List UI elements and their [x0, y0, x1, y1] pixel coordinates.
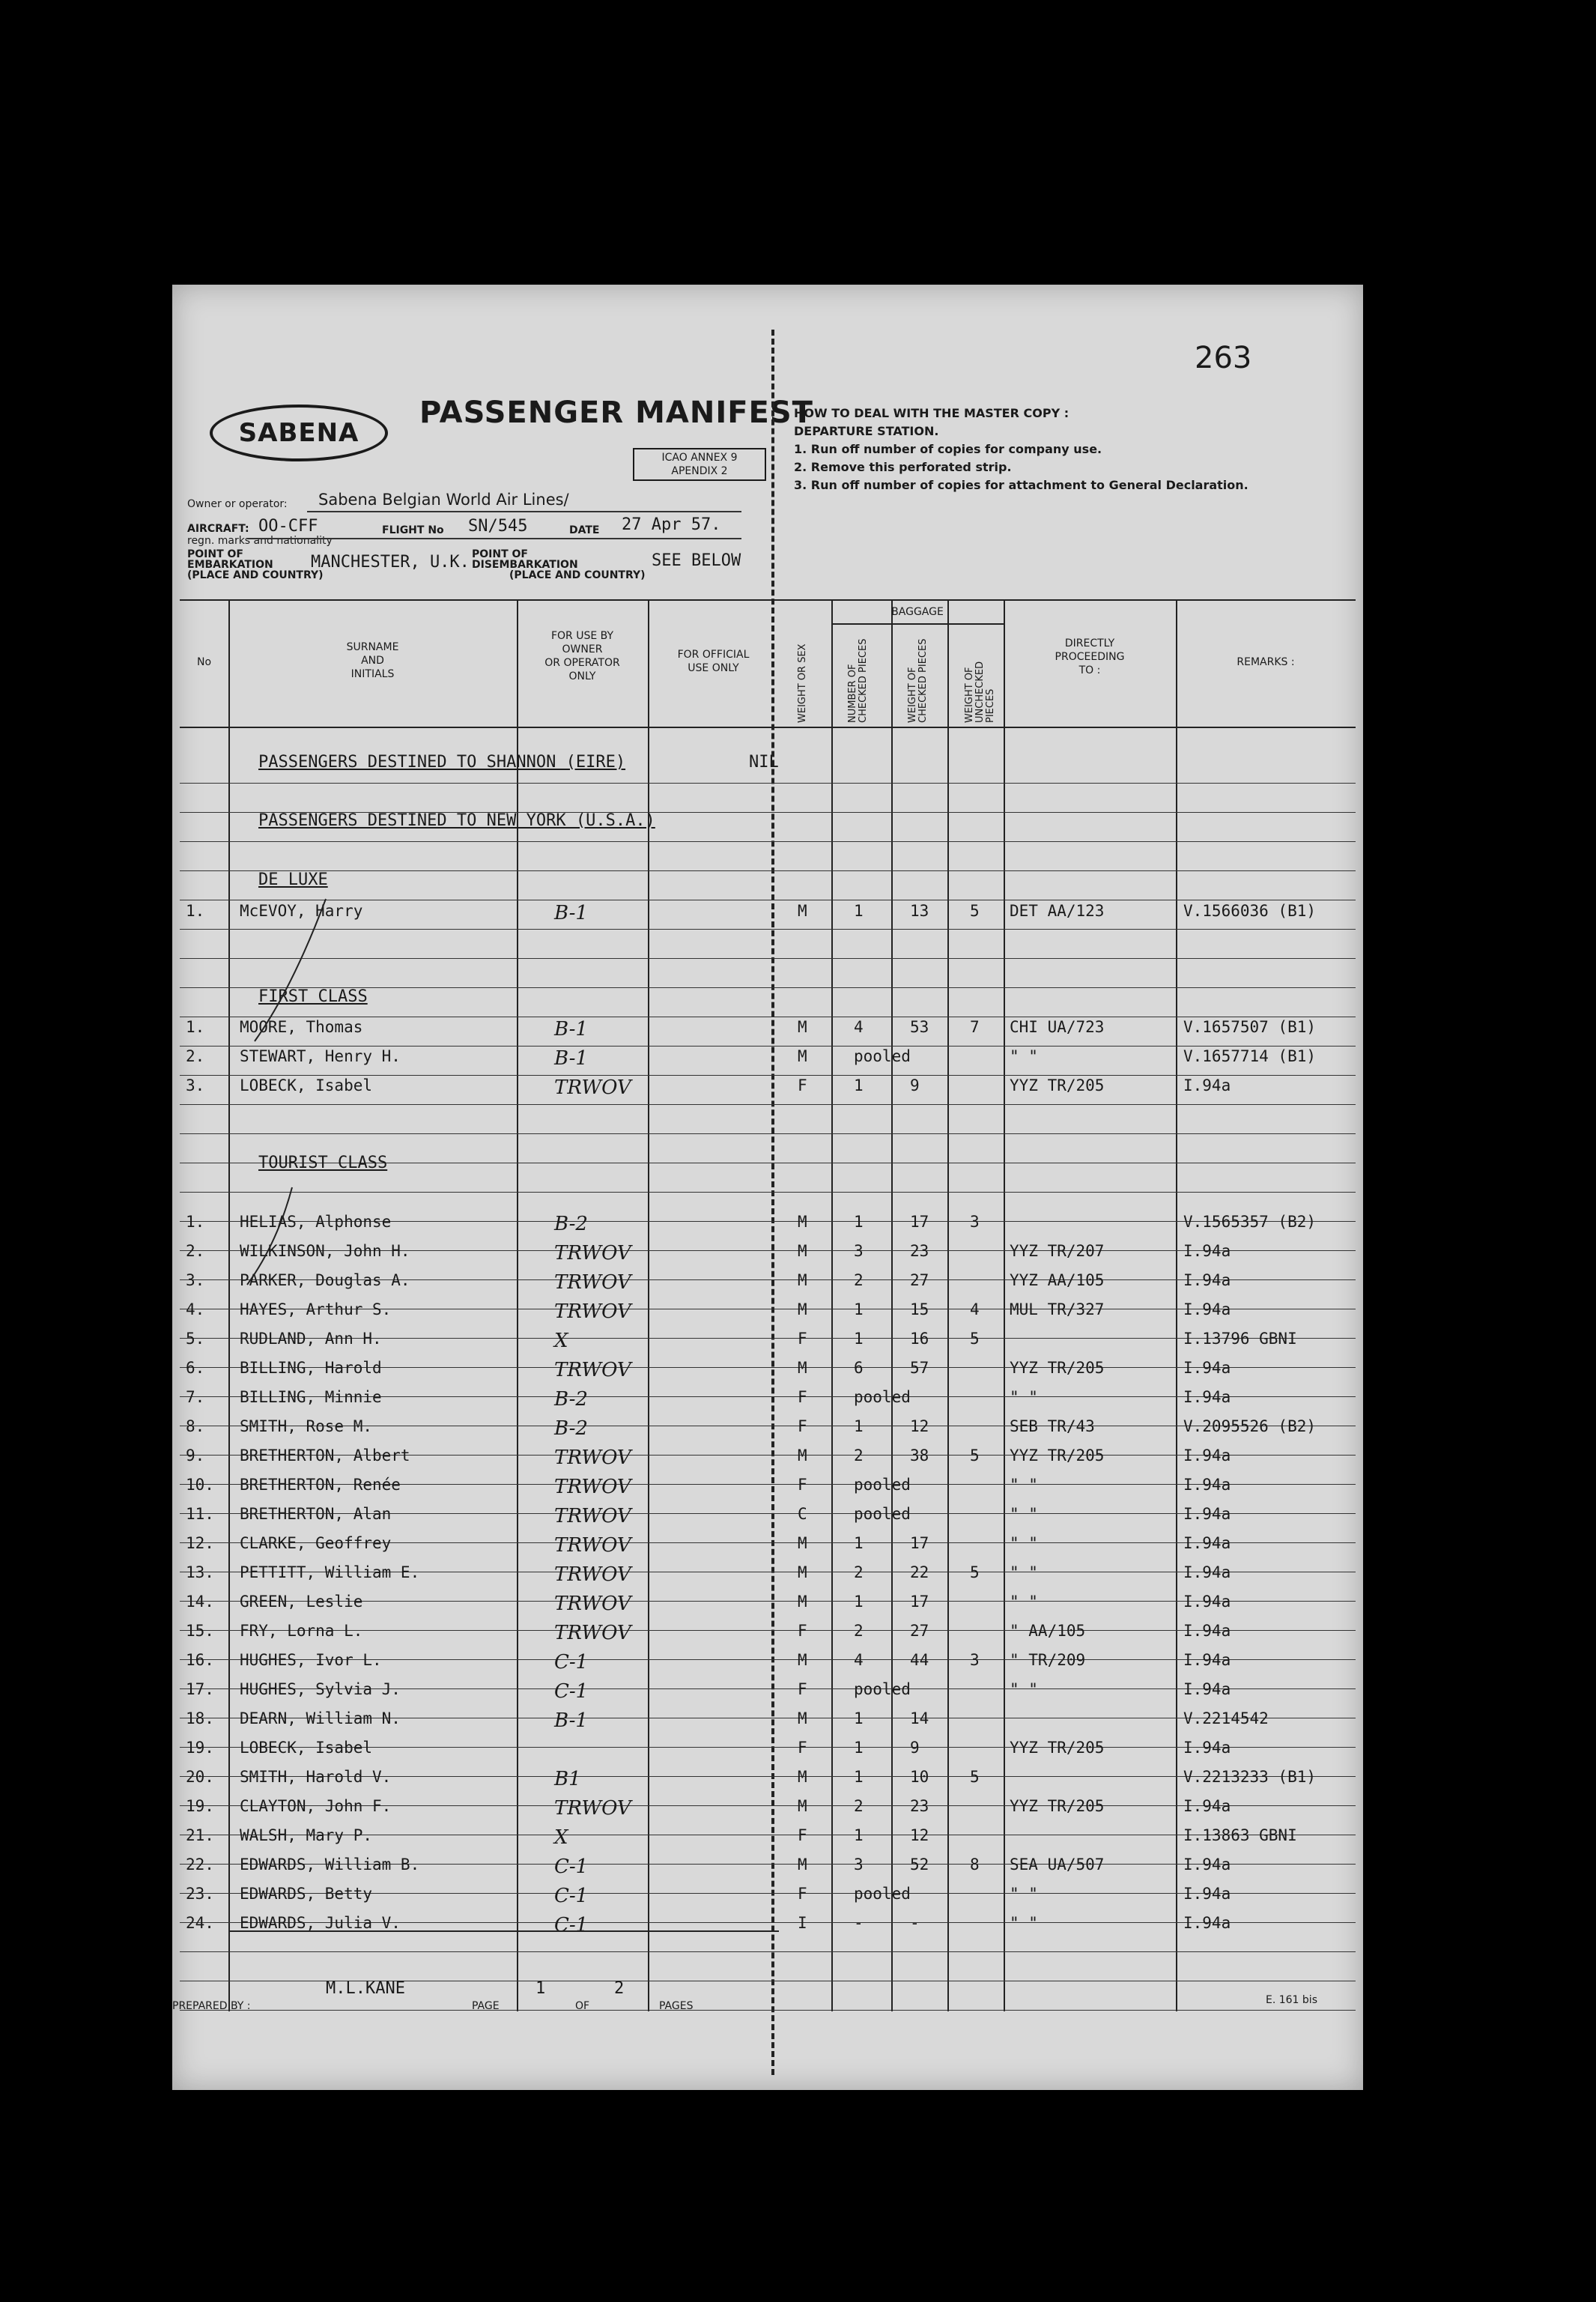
- remarks: I.94a: [1183, 1797, 1231, 1815]
- manifest-page: [172, 285, 1363, 2090]
- owner-code: TRWOV: [554, 1593, 631, 1615]
- checked-pieces: pooled: [854, 1885, 911, 1903]
- instruction-1: 1. Run off number of copies for company use.: [794, 442, 1102, 456]
- icao-box: [633, 448, 766, 481]
- embark-label-1: POINT OF: [187, 548, 243, 560]
- sex-code: F: [798, 1680, 807, 1698]
- row-number: 8.: [186, 1417, 205, 1435]
- remarks: I.94a: [1183, 1447, 1231, 1465]
- col-owner-4: ONLY: [568, 670, 596, 682]
- prepared-label: PREPARED BY :: [172, 2000, 251, 2012]
- checked-pieces: 1: [854, 1330, 864, 1348]
- checked-pieces: 2: [854, 1271, 864, 1289]
- row-number: 6.: [186, 1359, 205, 1377]
- col-directly-1: DIRECTLY: [1064, 637, 1115, 649]
- passenger-name: MOORE, Thomas: [240, 1018, 363, 1036]
- page-title: PASSENGER MANIFEST: [419, 396, 813, 430]
- passenger-name: BRETHERTON, Renée: [240, 1476, 401, 1494]
- flight-value: SN/545: [468, 517, 528, 536]
- remarks: I.94a: [1183, 1359, 1231, 1377]
- remarks: I.94a: [1183, 1076, 1231, 1094]
- embark-label-2: EMBARKATION: [187, 559, 273, 571]
- remarks: I.94a: [1183, 1856, 1231, 1874]
- destination: MUL TR/327: [1010, 1300, 1105, 1318]
- checked-weight: 27: [910, 1622, 929, 1640]
- checked-pieces: -: [854, 1914, 864, 1932]
- checked-pieces: pooled: [854, 1680, 911, 1698]
- date-label: DATE: [569, 524, 600, 536]
- row-number: 19.: [186, 1797, 214, 1815]
- remarks: V.1565357 (B2): [1183, 1213, 1317, 1231]
- sex-code: F: [798, 1476, 807, 1494]
- passenger-name: WALSH, Mary P.: [240, 1826, 373, 1844]
- owner-underline: [307, 511, 741, 512]
- of-label: OF: [575, 2000, 590, 2012]
- row-number: 4.: [186, 1300, 205, 1318]
- disembark-label-2: DISEMBARKATION: [472, 559, 578, 571]
- col-weight-checked: WEIGHT OF CHECKED PIECES: [907, 638, 929, 723]
- sex-code: M: [798, 1856, 807, 1874]
- passenger-name: RUDLAND, Ann H.: [240, 1330, 382, 1348]
- sex-code: F: [798, 1388, 807, 1406]
- destination: SEA UA/507: [1010, 1856, 1105, 1874]
- instruction-3: 3. Run off number of copies for attachment to General Declaration.: [794, 478, 1248, 492]
- passenger-name: STEWART, Henry H.: [240, 1047, 401, 1065]
- owner-code: C-1: [554, 1885, 589, 1907]
- sex-code: M: [798, 1768, 807, 1786]
- row-number: 11.: [186, 1505, 214, 1523]
- destination: " ": [1010, 1047, 1038, 1065]
- sex-code: M: [798, 1018, 807, 1036]
- sex-code: M: [798, 1563, 807, 1581]
- remarks: I.94a: [1183, 1885, 1231, 1903]
- checked-pieces: pooled: [854, 1476, 911, 1494]
- sex-code: M: [798, 1651, 807, 1669]
- checked-weight: 38: [910, 1447, 929, 1465]
- row-number: 17.: [186, 1680, 214, 1698]
- row-number: 22.: [186, 1856, 214, 1874]
- remarks: I.94a: [1183, 1593, 1231, 1611]
- sex-code: M: [798, 1709, 807, 1727]
- sex-code: M: [798, 902, 807, 920]
- destination: " ": [1010, 1388, 1038, 1406]
- pen-stroke: [247, 1187, 292, 1285]
- checked-weight: 12: [910, 1826, 929, 1844]
- passenger-name: LOBECK, Isabel: [240, 1739, 373, 1757]
- disembark-label-3: (PLACE AND COUNTRY): [509, 569, 646, 581]
- row-number: 3.: [186, 1271, 205, 1289]
- pen-stroke: [255, 899, 326, 1041]
- instruction-2: 2. Remove this perforated strip.: [794, 460, 1012, 474]
- remarks: I.94a: [1183, 1242, 1231, 1260]
- passenger-name: HUGHES, Sylvia J.: [240, 1680, 401, 1698]
- page-number: 263: [1195, 341, 1252, 375]
- passenger-name: FRY, Lorna L.: [240, 1622, 363, 1640]
- owner-code: TRWOV: [554, 1447, 631, 1469]
- embark-label-3: (PLACE AND COUNTRY): [187, 569, 324, 581]
- destination: " ": [1010, 1563, 1038, 1581]
- embark-value: MANCHESTER, U.K.: [311, 553, 470, 572]
- manifest-table: [180, 599, 1356, 2011]
- destination: " ": [1010, 1680, 1038, 1698]
- owner-code: C-1: [554, 1914, 589, 1936]
- remarks: V.2213233 (B1): [1183, 1768, 1317, 1786]
- col-official-1: FOR OFFICIAL: [677, 649, 750, 661]
- checked-weight: 9: [910, 1739, 920, 1757]
- unchecked-weight: 5: [970, 1447, 980, 1465]
- disembark-label-1: POINT OF: [472, 548, 528, 560]
- col-num-checked: NUMBER OF CHECKED PIECES: [847, 638, 869, 723]
- owner-code: C-1: [554, 1856, 589, 1878]
- destination: " ": [1010, 1534, 1038, 1552]
- owner-code: TRWOV: [554, 1359, 631, 1381]
- remarks: V.2095526 (B2): [1183, 1417, 1317, 1435]
- checked-weight: 10: [910, 1768, 929, 1786]
- checked-weight: 17: [910, 1534, 929, 1552]
- date-value: 27 Apr 57.: [622, 515, 721, 534]
- destination: CHI UA/723: [1010, 1018, 1105, 1036]
- sex-code: F: [798, 1885, 807, 1903]
- destination: " ": [1010, 1505, 1038, 1523]
- sex-code: M: [798, 1359, 807, 1377]
- sex-code: M: [798, 1047, 807, 1065]
- checked-weight: 57: [910, 1359, 929, 1377]
- checked-pieces: 1: [854, 1213, 864, 1231]
- section-tourist-class: TOURIST CLASS: [258, 1154, 388, 1172]
- col-owner-2: OWNER: [562, 643, 603, 655]
- owner-code: TRWOV: [554, 1505, 631, 1527]
- col-official-2: USE ONLY: [688, 662, 739, 674]
- aircraft-value: OO-CFF: [258, 517, 318, 536]
- owner-code: TRWOV: [554, 1534, 631, 1557]
- remarks: V.2214542: [1183, 1709, 1269, 1727]
- handwritten-strokes: [180, 599, 1356, 2011]
- remarks: I.94a: [1183, 1622, 1231, 1640]
- checked-weight: 44: [910, 1651, 929, 1669]
- checked-pieces: 1: [854, 1768, 864, 1786]
- checked-pieces: 4: [854, 1018, 864, 1036]
- row-number: 24.: [186, 1914, 214, 1932]
- row-number: 18.: [186, 1709, 214, 1727]
- sex-code: M: [798, 1300, 807, 1318]
- checked-weight: 17: [910, 1593, 929, 1611]
- remarks: V.1657714 (B1): [1183, 1047, 1317, 1065]
- owner-code: C-1: [554, 1680, 589, 1703]
- remarks: I.13796 GBNI: [1183, 1330, 1297, 1348]
- aircraft-sublabel: regn. marks and nationality: [187, 535, 333, 547]
- checked-weight: -: [910, 1914, 920, 1932]
- checked-weight: 14: [910, 1709, 929, 1727]
- section-first-class: FIRST CLASS: [258, 987, 368, 1006]
- checked-weight: 16: [910, 1330, 929, 1348]
- destination: YYZ TR/205: [1010, 1447, 1105, 1465]
- passenger-name: PARKER, Douglas A.: [240, 1271, 410, 1289]
- checked-pieces: 1: [854, 1076, 864, 1094]
- passenger-name: BILLING, Harold: [240, 1359, 382, 1377]
- checked-pieces: pooled: [854, 1505, 911, 1523]
- checked-pieces: 2: [854, 1563, 864, 1581]
- sex-code: M: [798, 1242, 807, 1260]
- col-directly-3: TO :: [1078, 664, 1101, 676]
- owner-code: TRWOV: [554, 1076, 631, 1099]
- of-value: 2: [614, 1979, 625, 1998]
- sex-code: M: [798, 1213, 807, 1231]
- destination: " ": [1010, 1476, 1038, 1494]
- owner-code: X: [554, 1826, 568, 1849]
- icao-line1: ICAO ANNEX 9: [661, 452, 738, 464]
- remarks: I.94a: [1183, 1300, 1231, 1318]
- unchecked-weight: 7: [970, 1018, 980, 1036]
- instructions: [794, 405, 1248, 494]
- checked-weight: 27: [910, 1271, 929, 1289]
- owner-value: Sabena Belgian World Air Lines/: [318, 491, 569, 509]
- section-newyork: PASSENGERS DESTINED TO NEW YORK (U.S.A.): [258, 811, 655, 830]
- remarks: I.94a: [1183, 1271, 1231, 1289]
- checked-weight: 52: [910, 1856, 929, 1874]
- unchecked-weight: 4: [970, 1300, 980, 1318]
- remarks: I.94a: [1183, 1534, 1231, 1552]
- sex-code: I: [798, 1914, 807, 1932]
- page-label: PAGE: [472, 2000, 500, 2012]
- owner-label: Owner or operator:: [187, 498, 288, 510]
- checked-weight: 15: [910, 1300, 929, 1318]
- row-number: 5.: [186, 1330, 205, 1348]
- destination: " AA/105: [1010, 1622, 1086, 1640]
- owner-code: B-2: [554, 1388, 588, 1411]
- remarks: I.94a: [1183, 1505, 1231, 1523]
- unchecked-weight: 5: [970, 1330, 980, 1348]
- section-shannon: PASSENGERS DESTINED TO SHANNON (EIRE): [258, 753, 626, 772]
- passenger-name: BRETHERTON, Albert: [240, 1447, 410, 1465]
- sex-code: F: [798, 1076, 807, 1094]
- remarks: I.94a: [1183, 1651, 1231, 1669]
- row-number: 7.: [186, 1388, 205, 1406]
- passenger-name: SMITH, Rose M.: [240, 1417, 373, 1435]
- checked-pieces: 1: [854, 1593, 864, 1611]
- checked-weight: 17: [910, 1213, 929, 1231]
- owner-code: B-1: [554, 1047, 588, 1070]
- checked-weight: 23: [910, 1797, 929, 1815]
- checked-pieces: 1: [854, 1417, 864, 1435]
- col-no: No: [196, 656, 212, 668]
- passenger-name: HUGHES, Ivor L.: [240, 1651, 382, 1669]
- row-number: 15.: [186, 1622, 214, 1640]
- row-number: 19.: [186, 1739, 214, 1757]
- remarks: V.1566036 (B1): [1183, 902, 1317, 920]
- checked-pieces: pooled: [854, 1388, 911, 1406]
- passenger-name: CLARKE, Geoffrey: [240, 1534, 392, 1552]
- col-surname-1: SURNAME: [346, 641, 399, 653]
- col-owner-1: FOR USE BY: [550, 630, 614, 642]
- owner-code: TRWOV: [554, 1476, 631, 1498]
- sex-code: F: [798, 1330, 807, 1348]
- sex-code: F: [798, 1417, 807, 1435]
- checked-pieces: 1: [854, 1300, 864, 1318]
- pages-label: PAGES: [659, 2000, 694, 2012]
- remarks: I.94a: [1183, 1563, 1231, 1581]
- destination: " ": [1010, 1885, 1038, 1903]
- col-remarks: REMARKS :: [1237, 656, 1295, 668]
- checked-pieces: 3: [854, 1242, 864, 1260]
- owner-code: TRWOV: [554, 1622, 631, 1644]
- col-weight-sex: WEIGHT OR SEX: [797, 643, 808, 723]
- destination: " ": [1010, 1593, 1038, 1611]
- passenger-name: McEVOY, Harry: [240, 902, 363, 920]
- sabena-logo: SABENA: [210, 405, 388, 461]
- passenger-name: PETTITT, William E.: [240, 1563, 420, 1581]
- remarks: I.94a: [1183, 1739, 1231, 1757]
- unchecked-weight: 3: [970, 1213, 980, 1231]
- sex-code: M: [798, 1797, 807, 1815]
- passenger-name: SMITH, Harold V.: [240, 1768, 392, 1786]
- form-code: E. 161 bis: [1266, 1994, 1317, 2006]
- unchecked-weight: 5: [970, 902, 980, 920]
- row-number: 10.: [186, 1476, 214, 1494]
- checked-pieces: 2: [854, 1797, 864, 1815]
- remarks: V.1657507 (B1): [1183, 1018, 1317, 1036]
- destination: SEB TR/43: [1010, 1417, 1095, 1435]
- remarks: I.94a: [1183, 1388, 1231, 1406]
- passenger-name: EDWARDS, Betty: [240, 1885, 373, 1903]
- row-number: 9.: [186, 1447, 205, 1465]
- checked-pieces: 1: [854, 1739, 864, 1757]
- row-number: 12.: [186, 1534, 214, 1552]
- row-number: 16.: [186, 1651, 214, 1669]
- passenger-name: GREEN, Leslie: [240, 1593, 363, 1611]
- unchecked-weight: 8: [970, 1856, 980, 1874]
- col-owner-3: OR OPERATOR: [544, 657, 620, 669]
- aircraft-label: AIRCRAFT:: [187, 523, 249, 535]
- passenger-name: LOBECK, Isabel: [240, 1076, 373, 1094]
- passenger-name: EDWARDS, William B.: [240, 1856, 420, 1874]
- checked-pieces: 2: [854, 1622, 864, 1640]
- checked-weight: 12: [910, 1417, 929, 1435]
- row-number: 21.: [186, 1826, 214, 1844]
- sex-code: M: [798, 1593, 807, 1611]
- destination: YYZ TR/205: [1010, 1076, 1105, 1094]
- col-surname-2: AND: [361, 655, 384, 667]
- owner-code: B-2: [554, 1417, 588, 1440]
- owner-code: B-1: [554, 902, 588, 924]
- sex-code: F: [798, 1622, 807, 1640]
- sex-code: M: [798, 1447, 807, 1465]
- checked-pieces: 2: [854, 1447, 864, 1465]
- owner-code: B-2: [554, 1213, 588, 1235]
- passenger-name: CLAYTON, John F.: [240, 1797, 392, 1815]
- row-number: 1.: [186, 902, 205, 920]
- owner-code: B1: [554, 1768, 581, 1790]
- sex-code: F: [798, 1739, 807, 1757]
- destination: YYZ AA/105: [1010, 1271, 1105, 1289]
- row-number: 20.: [186, 1768, 214, 1786]
- checked-weight: 53: [910, 1018, 929, 1036]
- destination: YYZ TR/205: [1010, 1739, 1105, 1757]
- row-number: 2.: [186, 1047, 205, 1065]
- remarks: I.13863 GBNI: [1183, 1826, 1297, 1844]
- col-surname-3: INITIALS: [351, 668, 395, 680]
- remarks: I.94a: [1183, 1680, 1231, 1698]
- disembark-value: SEE BELOW: [652, 551, 741, 570]
- checked-weight: 23: [910, 1242, 929, 1260]
- unchecked-weight: 5: [970, 1768, 980, 1786]
- row-number: 1.: [186, 1213, 205, 1231]
- owner-code: B-1: [554, 1018, 588, 1041]
- checked-pieces: 6: [854, 1359, 864, 1377]
- section-deluxe: DE LUXE: [258, 870, 328, 889]
- row-number: 13.: [186, 1563, 214, 1581]
- row-number: 23.: [186, 1885, 214, 1903]
- passenger-name: BRETHERTON, Alan: [240, 1505, 392, 1523]
- checked-pieces: 1: [854, 1534, 864, 1552]
- destination: YYZ TR/205: [1010, 1797, 1105, 1815]
- destination: DET AA/123: [1010, 902, 1105, 920]
- owner-code: TRWOV: [554, 1242, 631, 1264]
- destination: YYZ TR/205: [1010, 1359, 1105, 1377]
- sex-code: M: [798, 1534, 807, 1552]
- owner-code: B-1: [554, 1709, 588, 1732]
- row-number: 3.: [186, 1076, 205, 1094]
- remarks: I.94a: [1183, 1914, 1231, 1932]
- passenger-name: WILKINSON, John H.: [240, 1242, 410, 1260]
- owner-code: C-1: [554, 1651, 589, 1674]
- checked-pieces: 1: [854, 1709, 864, 1727]
- checked-pieces: 4: [854, 1651, 864, 1669]
- aircraft-underline: [247, 538, 741, 539]
- col-baggage: BAGGAGE: [891, 606, 944, 618]
- remarks: I.94a: [1183, 1476, 1231, 1494]
- passenger-name: DEARN, William N.: [240, 1709, 401, 1727]
- instruction-station: DEPARTURE STATION.: [794, 424, 939, 438]
- owner-code: TRWOV: [554, 1300, 631, 1323]
- passenger-name: HAYES, Arthur S.: [240, 1300, 392, 1318]
- checked-weight: 9: [910, 1076, 920, 1094]
- owner-code: TRWOV: [554, 1797, 631, 1820]
- row-number: 2.: [186, 1242, 205, 1260]
- owner-code: X: [554, 1330, 568, 1352]
- sex-code: F: [798, 1826, 807, 1844]
- icao-line2: APENDIX 2: [671, 465, 728, 477]
- passenger-name: EDWARDS, Julia V.: [240, 1914, 401, 1932]
- row-number: 14.: [186, 1593, 214, 1611]
- destination: " TR/209: [1010, 1651, 1086, 1669]
- col-directly-2: PROCEEDING: [1055, 651, 1125, 663]
- destination: " ": [1010, 1914, 1038, 1932]
- checked-pieces: 3: [854, 1856, 864, 1874]
- unchecked-weight: 3: [970, 1651, 980, 1669]
- col-weight-unchecked: WEIGHT OF UNCHECKED PIECES: [964, 661, 996, 723]
- destination: YYZ TR/207: [1010, 1242, 1105, 1260]
- checked-pieces: 1: [854, 902, 864, 920]
- checked-weight: 13: [910, 902, 929, 920]
- passenger-name: BILLING, Minnie: [240, 1388, 382, 1406]
- flight-label: FLIGHT No: [382, 524, 444, 536]
- owner-code: TRWOV: [554, 1563, 631, 1586]
- unchecked-weight: 5: [970, 1563, 980, 1581]
- checked-weight: 22: [910, 1563, 929, 1581]
- owner-code: TRWOV: [554, 1271, 631, 1294]
- section-shannon-nil: NIL: [749, 753, 779, 772]
- checked-pieces: pooled: [854, 1047, 911, 1065]
- sex-code: C: [798, 1505, 807, 1523]
- passenger-name: HELIAS, Alphonse: [240, 1213, 392, 1231]
- checked-pieces: 1: [854, 1826, 864, 1844]
- page-value: 1: [535, 1979, 546, 1998]
- prepared-value: M.L.KANE: [326, 1979, 405, 1998]
- row-number: 1.: [186, 1018, 205, 1036]
- instruction-heading: HOW TO DEAL WITH THE MASTER COPY :: [794, 406, 1069, 420]
- sex-code: M: [798, 1271, 807, 1289]
